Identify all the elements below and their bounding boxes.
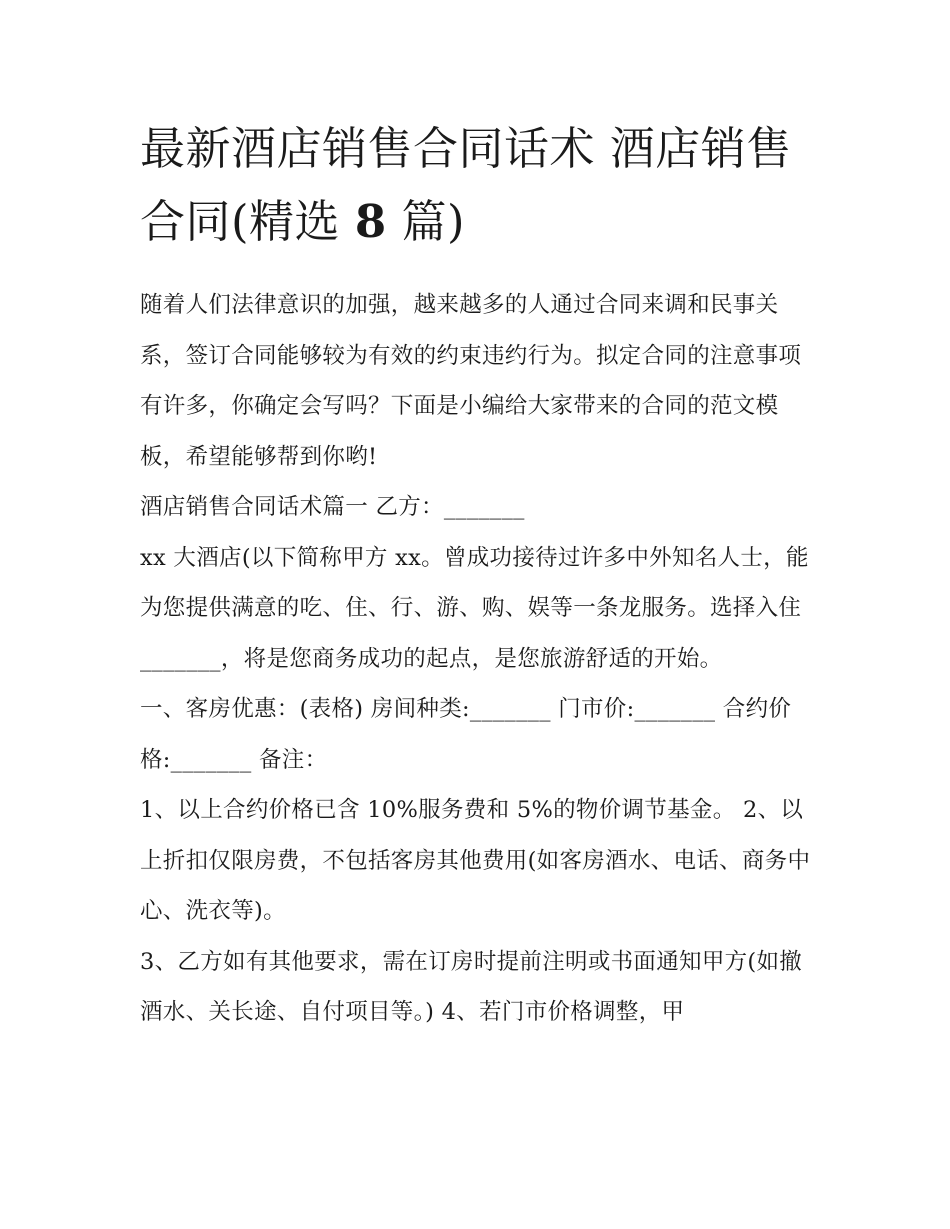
- hotel-intro-paragraph: xx 大酒店(以下简称甲方 xx。曾成功接待过许多中外知名人士，能为您提供满意的吃、住、行、游、购、娱等一条龙服务。选择入住_______，将是您商务成功的起点，是您旅游舒适的开始。: [140, 544, 809, 672]
- terms-paragraph-2: 3、乙方如有其他要求，需在订房时提前注明或书面通知甲方(如撤酒水、关长途、自付项目等。) 4、若门市价格调整，甲: [140, 948, 803, 1025]
- document-title: [140, 112, 820, 258]
- title-number: 8: [354, 195, 387, 248]
- intro-paragraph: 随着人们法律意识的加强，越来越多的人通过合同来调和民事关系，签订合同能够较为有效的约束违约行为。拟定合同的注意事项有许多，你确定会写吗？下面是小编给大家带来的合同的范文模板，希望能够帮到你哟!: [140, 292, 802, 470]
- room-discount-paragraph: 一、客房优惠：(表格) 房间种类:_______ 门市价:_______ 合约价格:_______ 备注：: [140, 696, 792, 773]
- title-text-part1: 最新酒店销售合同话术 酒店销售合同(精选: [140, 122, 792, 248]
- document-page: [140, 112, 820, 1038]
- title-text-part2: 篇): [386, 195, 466, 248]
- terms-paragraph-1: 1、以上合约价格已含 10%服务费和 5%的物价调节基金。 2、以上折扣仅限房费，不包括客房其他费用(如客房酒水、电话、商务中心、洗衣等)。: [140, 797, 811, 924]
- section-heading-1: 酒店销售合同话术篇一 乙方：_______: [140, 494, 525, 520]
